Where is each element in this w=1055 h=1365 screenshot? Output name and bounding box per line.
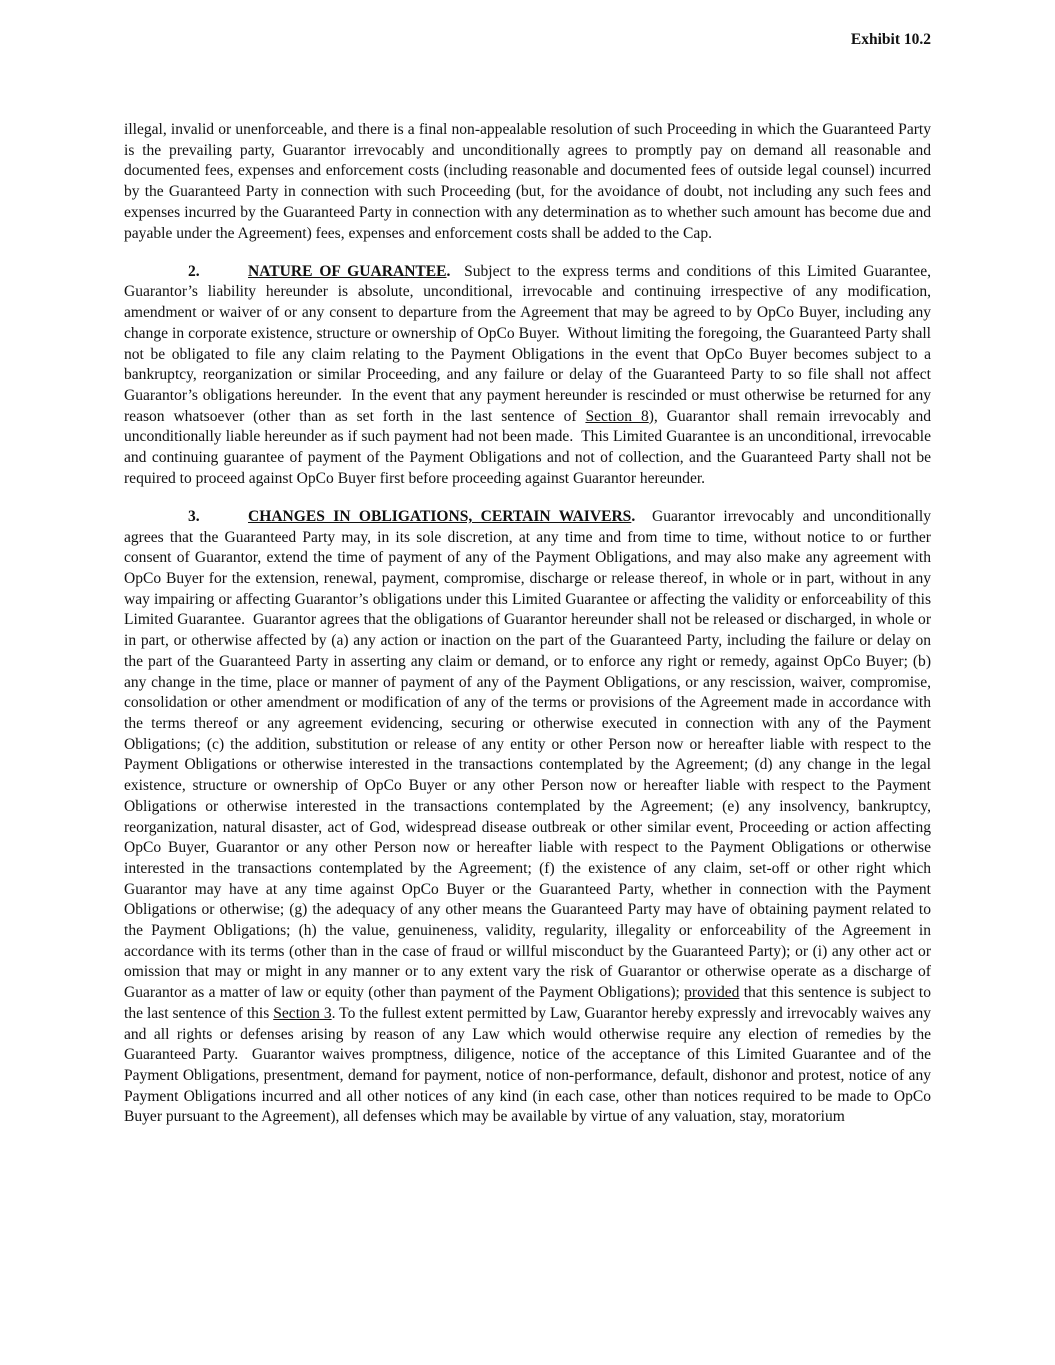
section-2 [124, 262, 935, 490]
section-text: that this sentence is subject to the last sentence of this [124, 984, 935, 1022]
provided-term: provided [684, 984, 740, 1002]
section-reference: Section 8 [585, 407, 649, 425]
section-text: Guarantor irrevocably and unconditionally agrees that the Guaranteed Party may, in its sole discretion, at any time and from time to time, without notice to or further consent of Guarantor, extend the time of payment of any of the Payment Obligations, and may also make any agreement with OpCo Buyer for the extension, renewal, payment, compromise, discharge or release thereof, in whole or in part, without in any way impairing or affecting Guarantor’s obligations under this Limited Guarantee or affecting the validity or enforceability of this Limited Guarantee. Guarantor agrees that the obligations of Guarantor hereunder shall not be released or discharged, in whole or in part, or otherwise affected by (a) any action or inaction on the part of the Guaranteed Party, including the failure or delay on the part of the Guaranteed Party in asserting any claim or demand, or to enforce any right or remedy, against OpCo Buyer; (b) any change in the time, place or manner of payment of any of the Payment Obligations, or any rescission, waiver, compromise, consolidation or other amendment or modification of any of the terms or provisions of the Agreement made in accordance with the terms thereof or any agreement evidencing, securing or otherwise executed in connection with any of the Payment Obligations; (c) the addition, substitution or release of any entity or other Person now or hereafter liable with respect to the Payment Obligations or otherwise interested in the transactions contemplated by the Agreement; (d) any change in the legal existence, structure or ownership of OpCo Buyer or any other Person now or hereafter liable with respect to the Payment Obligations or otherwise interested in the transactions contemplated by the Agreement; (e) any insolvency, bankruptcy, reorganization, natural disaster, act of God, widespread disease outbreak or other similar event, Proceeding or action affecting OpCo Buyer, Guarantor or any other Person now or hereafter liable with respect to the Payment Obligations or otherwise interested in the transactions contemplated by the Agreement; (f) the existence of any claim, set-off or other right which Guarantor may have at any time against OpCo Buyer or the Guaranteed Party, whether in connection with the Payment Obligations or otherwise; (g) the adequacy of any other means the Guaranteed Party may have of obtaining payment related to the Payment Obligations; (h) the value, genuineness, validity, regularity, illegality or enforceability of the Agreement in accordance with its terms (other than in the case of fraud or willful misconduct by the Guaranteed Party); or (i) any other act or omission that may or might in any manner or to any extent vary the risk of Guarantor or otherwise operate as a discharge of Guarantor as a matter of law or equity (other than payment of the Payment Obligations); [124, 507, 935, 1002]
section-number: 2. [188, 262, 200, 280]
exhibit-label: Exhibit 10.2 [850, 31, 931, 48]
section-reference: Section 3 [273, 1004, 332, 1022]
section-text: . To the fullest extent permitted by Law, Guarantor hereby expressly and irrevocably waives any and all rights or defenses arising by reason of any Law which would otherwise require any election of remedies by the Guaranteed Party. Guarantor waives promptness, diligence, notice of the acceptance of this Limited Guarantee and of the Payment Obligations, presentment, demand for payment, notice of non-performance, default, dishonor and protest, notice of any Payment Obligations incurred and all other notices of any kind (in each case, other than notices required to be made to OpCo Buyer pursuant to the Agreement), all defenses which may be available by virtue of any valuation, stay, moratorium [124, 1004, 935, 1126]
section-text: ), Guarantor shall remain irrevocably and unconditionally liable hereunder as if such payment had not been made. This Limited Guarantee is an unconditional, irrevocable and continuing guarantee of payment of the Payment Obligations and not of collection, and the Guaranteed Party shall not be required to proceed against OpCo Buyer first before proceeding against Guarantor hereunder. [124, 407, 935, 487]
paragraph-continuation [124, 120, 931, 244]
heading-punctuation: . [446, 262, 451, 280]
paragraph-text: illegal, invalid or unenforceable, and there is a final non-appealable resolution of such Proceeding in which the Guaranteed Party is the prevailing party, Guarantor irrevocably and unconditionally agrees to promptly pay on demand all reasonable and documented fees, expenses and enforcement costs (including reasonable and documented fees of outside legal counsel) incurred by the Guaranteed Party in connection with such Proceeding (but, for the avoidance of doubt, not including any such fees and expenses incurred by the Guaranteed Party in connection with any determination as to whether such amount has become due and payable under the Agreement) fees, expenses and enforcement costs shall be added to the Cap. [124, 121, 931, 242]
heading-punctuation: . [631, 507, 636, 525]
section-number: 3. [188, 507, 200, 525]
document-body [124, 120, 935, 1146]
section-text: Subject to the express terms and conditions of this Limited Guarantee, Guarantor’s liability hereunder is absolute, unconditional, irrevocable and continuing irrespective of any modification, amendment or waiver of or any consent to departure from the Agreement that may be agreed to by OpCo Buyer, including any change in corporate existence, structure or ownership of OpCo Buyer. Without limiting the foregoing, the Guaranteed Party shall not be obligated to file any claim relating to the Payment Obligations in the event that OpCo Buyer becomes subject to a bankruptcy, reorganization or similar Proceeding, and any failure or delay of the Guaranteed Party to so file shall not affect Guarantor’s obligations hereunder. In the event that any payment hereunder is rescinded or must otherwise be returned for any reason whatsoever (other than as set forth in the last sentence of [124, 262, 935, 425]
section-3 [124, 507, 935, 1128]
section-heading: CHANGES IN OBLIGATIONS, CERTAIN WAIVERS [248, 507, 632, 525]
section-heading: NATURE OF GUARANTEE [248, 262, 447, 280]
